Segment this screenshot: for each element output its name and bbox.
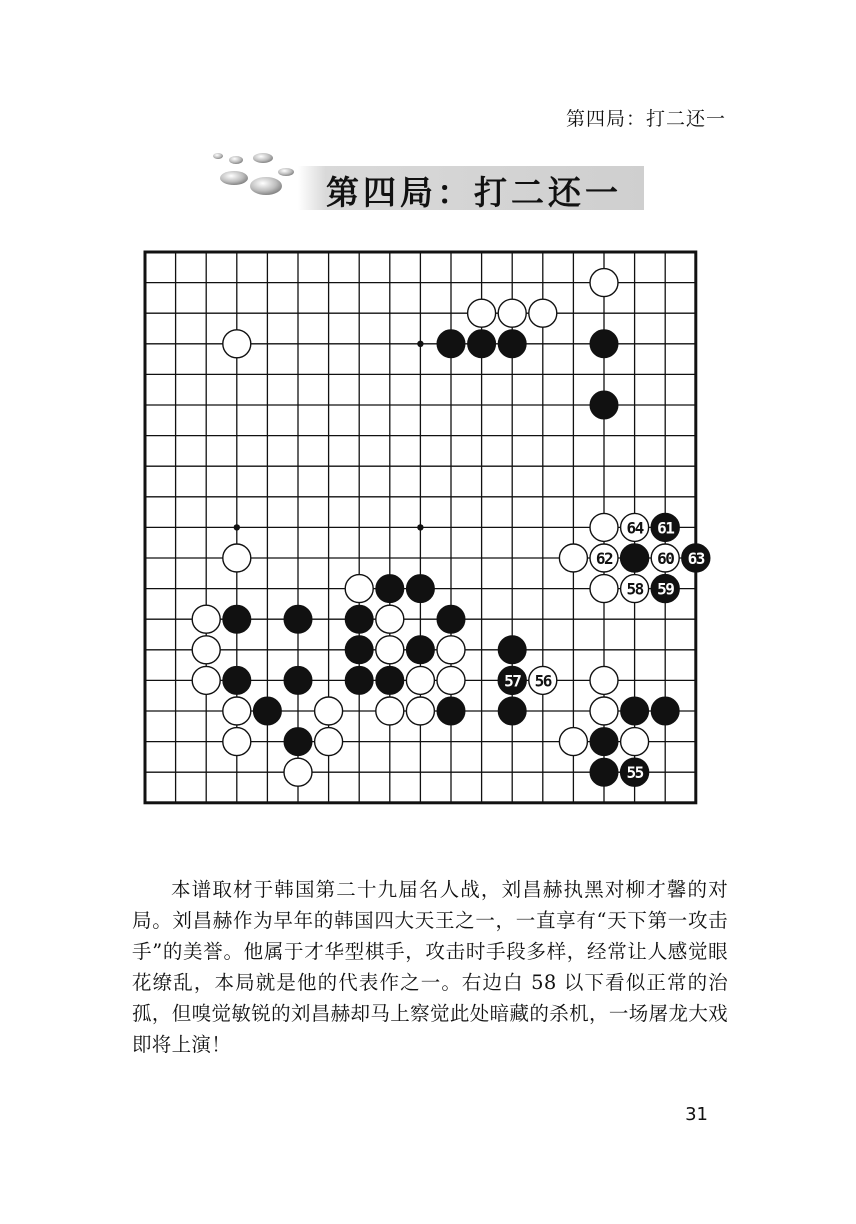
- black-stone: [590, 758, 618, 786]
- white-stone: [223, 330, 251, 358]
- star-point: [417, 524, 423, 530]
- black-stone: [223, 605, 251, 633]
- black-stone: [345, 666, 373, 694]
- move-number-59: 59: [657, 579, 674, 599]
- move-number-56: 56: [534, 671, 551, 691]
- move-number-57: 57: [504, 671, 521, 691]
- black-stone: [621, 544, 649, 572]
- white-stone: [498, 299, 526, 327]
- chapter-title: 第四局：打二还一: [326, 173, 622, 212]
- black-stone: [590, 330, 618, 358]
- white-stone: [284, 758, 312, 786]
- black-stone: [621, 697, 649, 725]
- white-stone: [468, 299, 496, 327]
- white-stone: [590, 269, 618, 297]
- white-stone: [315, 728, 343, 756]
- star-point: [234, 524, 240, 530]
- white-stone: [345, 575, 373, 603]
- white-stone: [621, 728, 649, 756]
- white-stone: [223, 697, 251, 725]
- move-number-58: 58: [626, 579, 643, 599]
- white-stone: [376, 697, 404, 725]
- running-head: 第四局：打二还一: [565, 108, 726, 130]
- white-stone: [376, 636, 404, 664]
- black-stone: [468, 330, 496, 358]
- move-number-61: 61: [657, 518, 674, 538]
- black-stone: [284, 605, 312, 633]
- white-stone: [406, 666, 434, 694]
- white-stone: [406, 697, 434, 725]
- white-stone: [223, 544, 251, 572]
- black-stone: [437, 697, 465, 725]
- paragraph: 本谱取材于韩国第二十九届名人战，刘昌赫执黑对柳才馨的对局。刘昌赫作为早年的韩国四大天王之一，一直享有“天下第一攻击手”的美誉。他属于才华型棋手，攻击时手段多样，经常让人感觉眼花缭乱，本局就是他的代表作之一。右边白 58 以下看似正常的治孤，但嗅觉敏锐的刘昌赫却马上察觉此处暗藏的杀机，一场屠龙大戏即将上演！: [132, 878, 728, 1056]
- black-stone: [590, 391, 618, 419]
- white-stone: [192, 666, 220, 694]
- black-stone: [498, 636, 526, 664]
- black-stone: [376, 575, 404, 603]
- black-stone: [253, 697, 281, 725]
- white-stone: [559, 728, 587, 756]
- white-stone: [590, 575, 618, 603]
- black-stone: [651, 697, 679, 725]
- black-stone: [376, 666, 404, 694]
- black-stone: [498, 697, 526, 725]
- white-stone: [376, 605, 404, 633]
- black-stone: [345, 636, 373, 664]
- white-stone: [529, 299, 557, 327]
- white-stone: [590, 513, 618, 541]
- page-number: 31: [685, 1104, 708, 1125]
- black-stone: [345, 605, 373, 633]
- white-stone: [192, 636, 220, 664]
- white-stone: [559, 544, 587, 572]
- black-stone: [284, 666, 312, 694]
- move-number-64: 64: [626, 518, 643, 538]
- white-stone: [590, 697, 618, 725]
- black-stone: [406, 575, 434, 603]
- star-point: [417, 341, 423, 347]
- move-number-62: 62: [595, 549, 613, 568]
- black-stone: [437, 330, 465, 358]
- white-stone: [590, 666, 618, 694]
- white-stone: [315, 697, 343, 725]
- white-stone: [437, 666, 465, 694]
- white-stone: [437, 636, 465, 664]
- white-stone: [192, 605, 220, 633]
- body-text: [132, 874, 728, 1060]
- black-stone: [498, 330, 526, 358]
- black-stone: [223, 666, 251, 694]
- black-stone: [590, 728, 618, 756]
- white-stone: [223, 728, 251, 756]
- move-number-63: 63: [687, 549, 704, 568]
- black-stone: [437, 605, 465, 633]
- move-number-60: 60: [657, 549, 674, 568]
- move-number-55: 55: [626, 763, 643, 783]
- black-stone: [284, 728, 312, 756]
- black-stone: [406, 636, 434, 664]
